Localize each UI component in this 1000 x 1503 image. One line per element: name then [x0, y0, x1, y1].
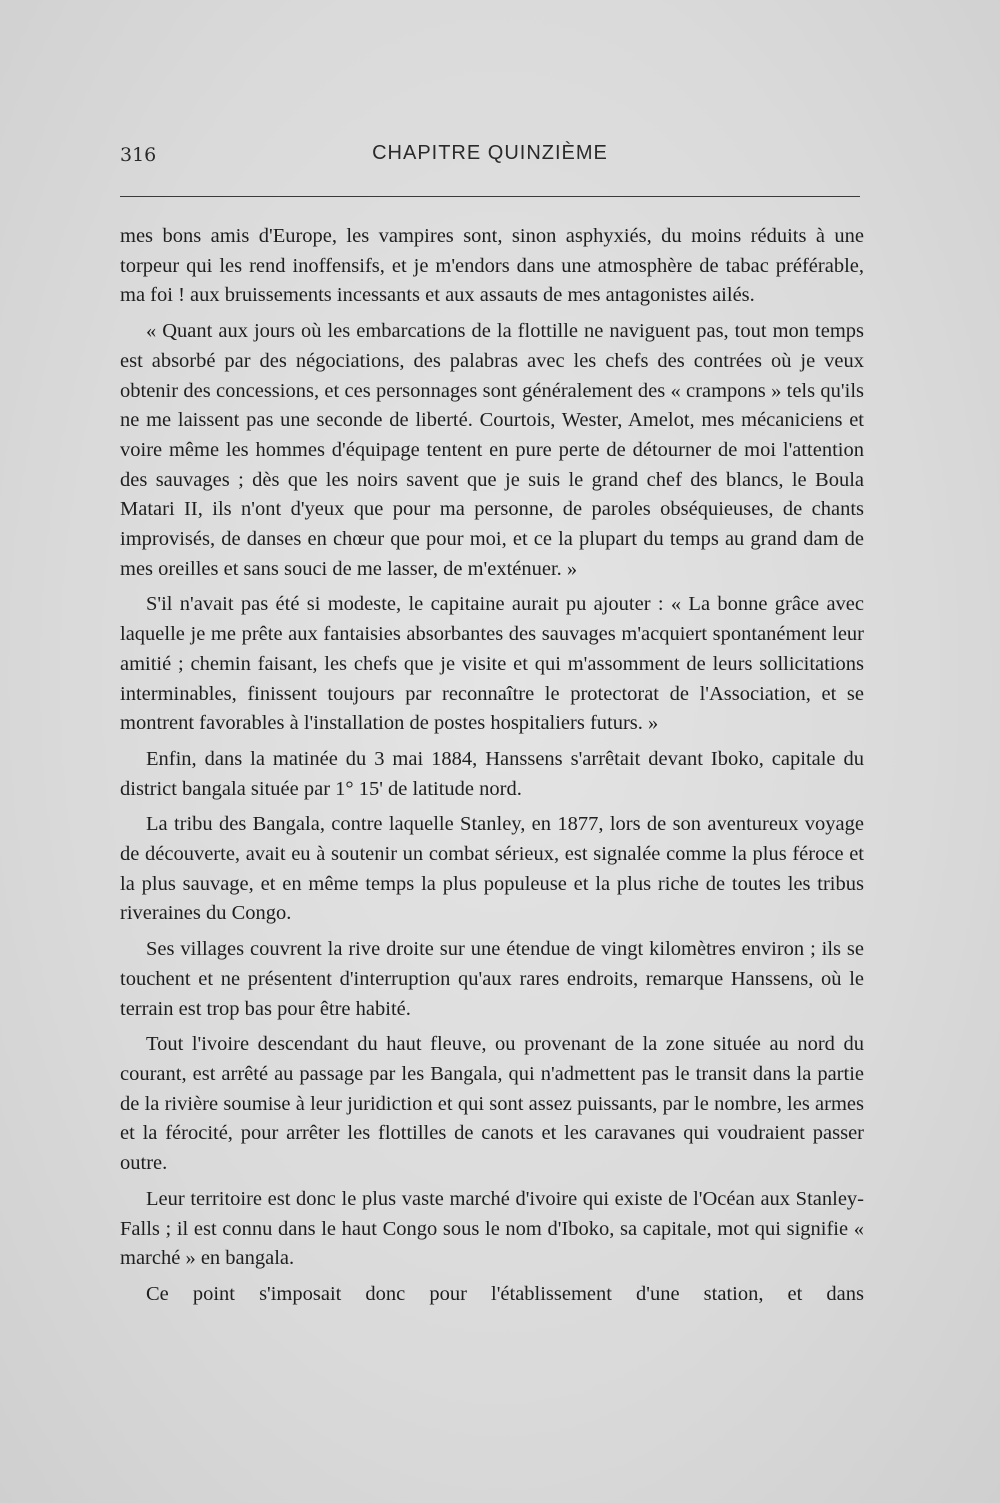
- paragraph-continuation: mes bons amis d'Europe, les vampires sont, sinon asphyxiés, du moins réduits à une torpeur qui les rend inoffensifs, et je m'endors dans une atmosphère de tabac préférable, ma foi ! aux bruissements incessants et aux assauts de mes antagonistes ailés.: [120, 225, 864, 307]
- paragraph-truncated: Ce point s'imposait donc pour l'établissement d'une station, et dans: [146, 1282, 864, 1305]
- paragraph: Leur territoire est donc le plus vaste marché d'ivoire qui existe de l'Océan aux Stanley-Falls ; il est connu dans le haut Congo sous le nom d'Iboko, sa capitale, mot qui signifie « marché » en bangala.: [120, 1187, 864, 1270]
- body-text: [120, 222, 864, 1310]
- paragraph: Enfin, dans la matinée du 3 mai 1884, Hanssens s'arrêtait devant Iboko, capitale du district bangala située par 1° 15' de latitude nord.: [120, 747, 864, 800]
- running-title: CHAPITRE QUINZIÈME: [372, 142, 608, 164]
- page-number: 316: [120, 144, 157, 166]
- header-rule: [120, 196, 860, 197]
- paragraph: Ses villages couvrent la rive droite sur une étendue de vingt kilomètres environ ; ils se touchent et ne présentent d'interruption qu'aux rares endroits, remarque Hanssens, où le terrain est trop bas pour être habité.: [120, 938, 864, 1020]
- paragraph: Tout l'ivoire descendant du haut fleuve, ou provenant de la zone située au nord du courant, est arrêté au passage par les Bangala, qui n'admettent pas le transit dans la partie de la rivière soumise à leur juridiction et qui sont assez puissants, par le nombre, les armes et la férocité, pour arrêter les flottilles de canots et les caravanes qui voudraient passer outre.: [120, 1033, 864, 1175]
- paragraph: S'il n'avait pas été si modeste, le capitaine aurait pu ajouter : « La bonne grâce avec laquelle je me prête aux fantaisies absorbantes des sauvages m'acquiert spontanément leur amitié ; chemin faisant, les chefs que je visite et qui m'assomment de leurs sollicitations interminables, finissent toujours par reconnaître le protectorat de l'Association, et se montrent favorables à l'installation de postes hospitaliers futurs. »: [120, 593, 864, 735]
- paragraph: La tribu des Bangala, contre laquelle Stanley, en 1877, lors de son aventureux voyage de découverte, avait eu à soutenir un combat sérieux, est signalée comme la plus féroce et la plus sauvage, et en même temps la plus populeuse et la plus riche de toutes les tribus riveraines du Congo.: [120, 813, 864, 925]
- page-header: [120, 140, 860, 170]
- paragraph-quote: « Quant aux jours où les embarcations de la flottille ne naviguent pas, tout mon temps est absorbé par des négociations, des palabras avec les chefs des contrées où je veux obtenir des concessions, et ces personnages sont généralement des « crampons » tels qu'ils ne me laissent pas une seconde de liberté. Courtois, Wester, Amelot, mes mécaniciens et voire même les hommes d'équipage tentent en pure perte de détourner de moi l'attention des sauvages ; dès que les noirs savent que je suis le grand chef des blancs, le Boula Matari II, ils n'ont d'yeux que pour ma personne, de paroles obséquieuses, de chants improvisés, de danses en chœur que pour moi, et ce la plupart du temps au grand dam de mes oreilles et sans souci de me lasser, de m'exténuer. »: [120, 320, 864, 580]
